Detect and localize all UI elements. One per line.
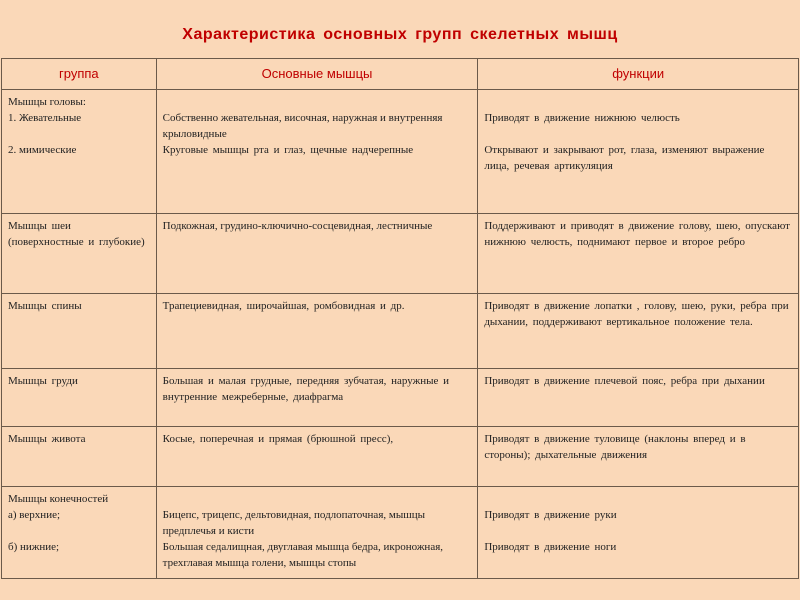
functions-text: Открывают и закрывают рот, глаза, изменяют выражение лица, речевая артикуляция xyxy=(484,144,765,172)
muscles-cell xyxy=(156,369,478,427)
functions-text: Приводят в движение ноги xyxy=(484,541,617,553)
group-text: Мышцы груди xyxy=(8,375,78,387)
group-cell xyxy=(2,427,157,487)
muscles-text: Большая седалищная, двуглавая мышца бедра, икроножная, трехглавая мышца голени, мышцы стопы xyxy=(162,541,444,569)
functions-text: Поддерживают и приводят в движение голову, шею, опускают нижнюю челюсть, поднимают первое и второе ребро xyxy=(484,220,790,248)
functions-cell xyxy=(478,214,799,294)
functions-text: Приводят в движение руки xyxy=(484,509,617,521)
functions-cell xyxy=(478,90,799,214)
group-text: Мышцы конечностей xyxy=(8,493,109,505)
group-cell xyxy=(2,214,157,294)
muscles-text: Большая и малая грудные, передняя зубчатая, наружные и внутренние межреберные, диафрагма xyxy=(162,375,450,403)
functions-text: Приводят в движение туловище (наклоны вперед и в стороны); дыхательные движения xyxy=(484,433,746,461)
muscle-table xyxy=(1,58,799,579)
muscles-text: Собственно жевательная, височная, наружная и внутренняя крыловидные xyxy=(162,112,443,140)
muscles-cell xyxy=(156,90,478,214)
functions-text: Приводят в движение нижнюю челюсть xyxy=(484,112,680,124)
muscles-text: Бицепс, трицепс, дельтовидная, подлопаточная, мышцы предплечья и кисти xyxy=(162,509,425,537)
functions-cell xyxy=(478,369,799,427)
table-row xyxy=(2,427,799,487)
functions-cell xyxy=(478,294,799,369)
page-title: Характеристика основных групп скелетных мышц xyxy=(182,26,618,43)
group-text: 2. мимические xyxy=(8,144,77,156)
muscles-text: Косые, поперечная и прямая (брюшной пресс), xyxy=(162,433,394,445)
group-cell xyxy=(2,369,157,427)
group-text: 1. Жевательные xyxy=(8,112,82,124)
muscles-text: Круговые мышцы рта и глаз, щечные надчерепные xyxy=(162,144,414,156)
muscles-text: Подкожная, грудино-ключично-сосцевидная, лестничные xyxy=(162,220,433,232)
table-row xyxy=(2,214,799,294)
table-row xyxy=(2,369,799,427)
group-text: а) верхние; xyxy=(8,509,61,521)
functions-text: Приводят в движение плечевой пояс, ребра при дыхании xyxy=(484,375,765,387)
group-cell xyxy=(2,90,157,214)
group-text: Мышцы шеи (поверхностные и глубокие) xyxy=(8,220,145,248)
group-text: Мышцы живота xyxy=(8,433,86,445)
muscles-text: Трапециевидная, широчайшая, ромбовидная и др. xyxy=(162,300,405,312)
muscles-cell xyxy=(156,294,478,369)
group-cell xyxy=(2,487,157,579)
header-group: группа xyxy=(2,59,157,90)
group-text: б) нижние; xyxy=(8,541,60,553)
group-cell xyxy=(2,294,157,369)
muscles-cell xyxy=(156,427,478,487)
header-functions: функции xyxy=(478,59,799,90)
group-text: Мышцы спины xyxy=(8,300,82,312)
muscles-cell xyxy=(156,487,478,579)
group-text: Мышцы головы: xyxy=(8,96,86,108)
table-row xyxy=(2,90,799,214)
table-row xyxy=(2,294,799,369)
functions-cell xyxy=(478,487,799,579)
table-row xyxy=(2,487,799,579)
functions-cell xyxy=(478,427,799,487)
muscles-cell xyxy=(156,214,478,294)
header-muscles: Основные мышцы xyxy=(156,59,478,90)
header-row xyxy=(2,59,799,90)
functions-text: Приводят в движение лопатки , голову, шею, руки, ребра при дыхании, поддерживают вертикальное положение тела. xyxy=(484,300,789,328)
